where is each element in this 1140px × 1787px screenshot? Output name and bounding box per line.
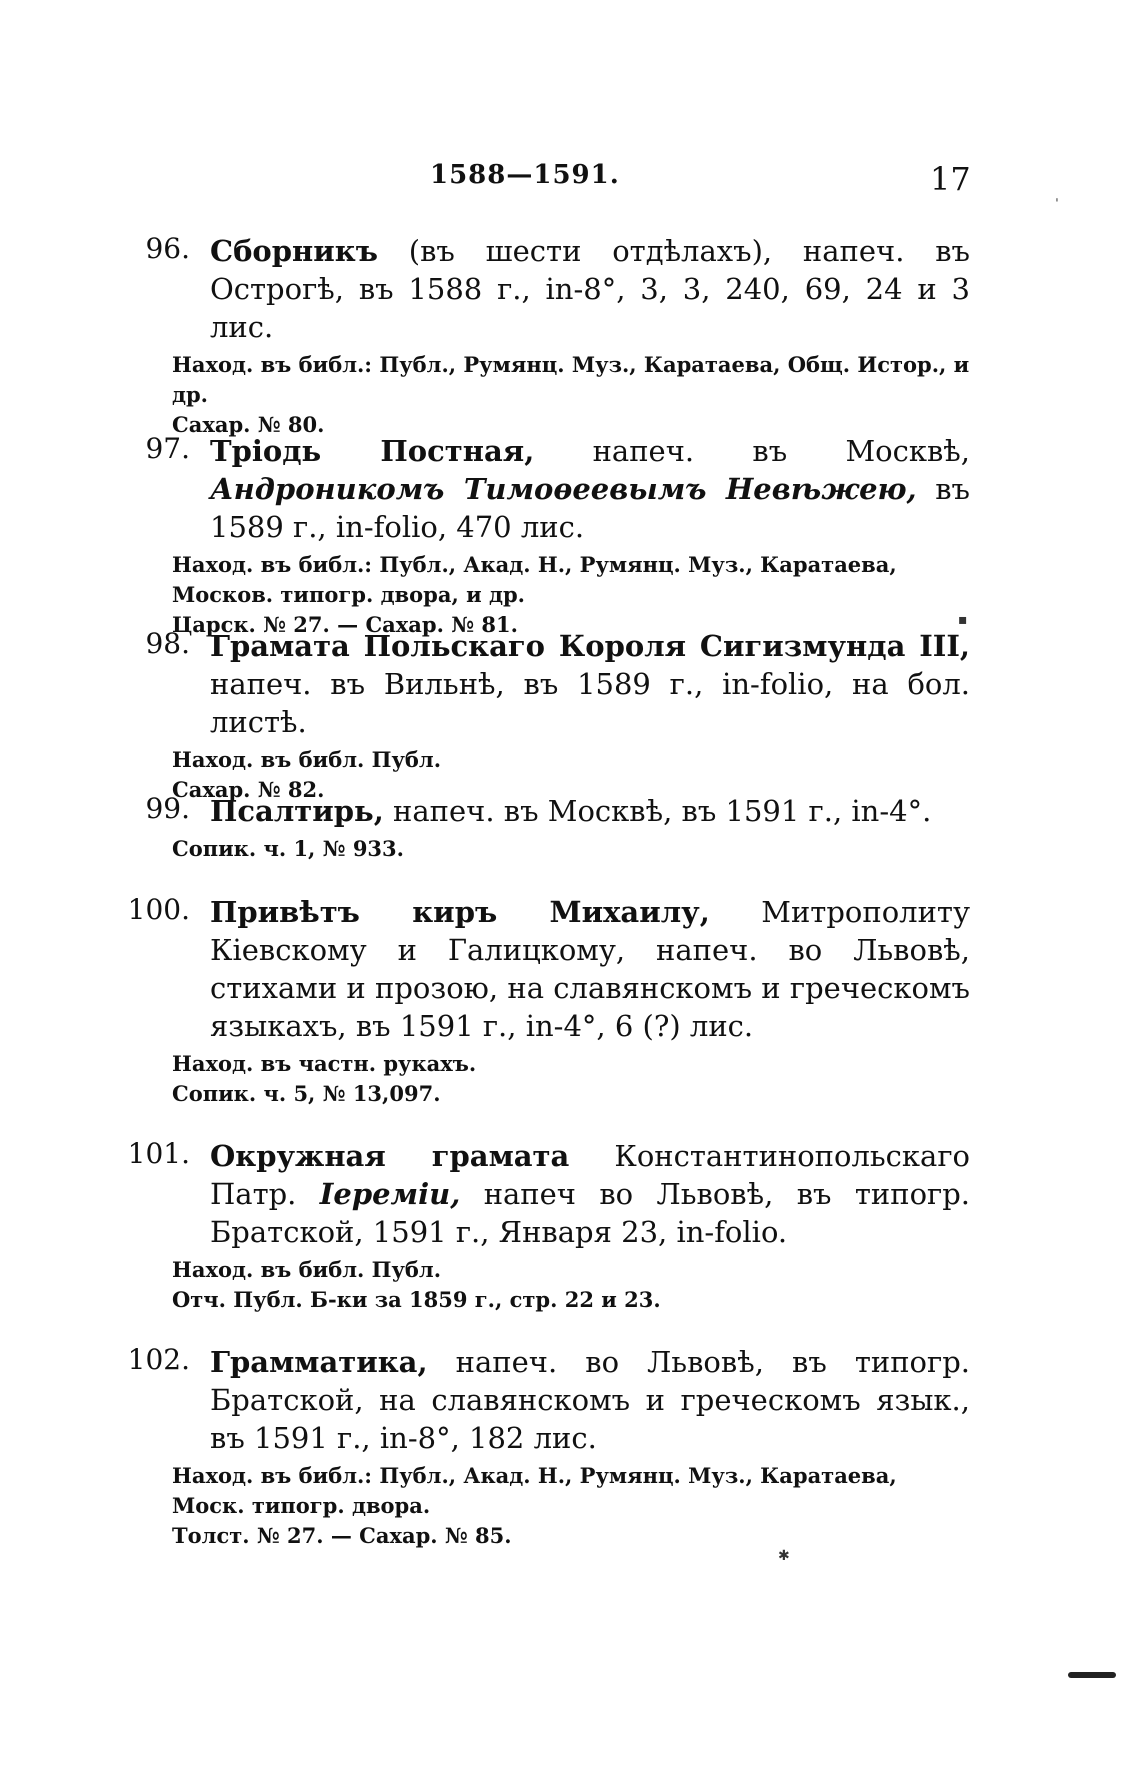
entry-text: напеч. въ Москвѣ, [534, 434, 970, 468]
entry-text-2: въ 1589 г., in-folio, 470 лис. [210, 472, 970, 544]
entry-97 [120, 432, 970, 640]
entry-reference: Сопик. ч. 5, № 13,097. [172, 1081, 441, 1106]
entry-reference: Сахар. № 82. [172, 777, 325, 802]
entry-text-2: напеч во Львовѣ, въ типогр. Братской, 1591 г., Января 23, in-folio. [210, 1177, 970, 1249]
entry-text: (въ шести отдѣлахъ), напеч. въ Острогѣ, въ 1588 г., in-8°, 3, 3, 240, 69, 24 и 3 лис. [210, 234, 970, 344]
entry-reference: Сахар. № 80. [172, 412, 325, 437]
entry-body [210, 792, 970, 830]
entry-text: напеч. въ Москвѣ, въ 1591 г., in-4°. [383, 794, 932, 828]
entry-title: Грамата Польскаго Короля Сигизмунда III, [210, 629, 970, 663]
entry-title: Привѣтъ киръ Михаилу, [210, 895, 710, 929]
entry-99 [120, 792, 970, 864]
entry-body [210, 1137, 970, 1251]
entry-102 [120, 1343, 970, 1551]
entry-number: 99. [145, 792, 190, 825]
entry-location: Наход. въ библ.: Публ., Акад. Н., Румянц. Муз., Каратаева, Моск. типогр. двора. [172, 1463, 897, 1518]
entry-location: Наход. въ библ.: Публ., Румянц. Муз., Каратаева, Общ. Истор., и др. [172, 352, 970, 407]
entry-number: 98. [145, 627, 190, 660]
entry-number: 101. [127, 1137, 190, 1170]
entry-text: Митрополиту Кіевскому и Галицкому, напеч. во Львовѣ, стихами и прозою, на славянскомъ и греческомъ языкахъ, въ 1591 г., in-4°, 6 (?) лис. [210, 895, 971, 1043]
entry-101 [120, 1137, 970, 1315]
page-header [0, 160, 1140, 204]
page-number: 17 [930, 160, 971, 198]
entry-body [210, 627, 970, 741]
entry-location: Наход. въ библ. Публ. [172, 747, 442, 772]
entry-96 [120, 232, 970, 440]
entry-body [210, 232, 970, 346]
entry-title: Сборникъ [210, 234, 378, 268]
running-head: 1588—1591. [430, 160, 620, 190]
entry-reference: Толст. № 27. — Сахар. № 85. [172, 1523, 512, 1548]
entry-title: Тріодь Постная, [210, 434, 535, 468]
entry-location: Наход. въ частн. рукахъ. [172, 1051, 477, 1076]
entry-number: 96. [145, 232, 190, 265]
entry-title: Окружная грамата [210, 1139, 570, 1173]
entry-title: Псалтирь, [210, 794, 384, 828]
entry-text: Константинопольскаго Патр. [210, 1139, 970, 1211]
entry-location: Наход. въ библ. Публ. [172, 1257, 442, 1282]
entry-body [210, 432, 970, 546]
entry-100 [120, 893, 970, 1109]
scan-mark [1068, 1672, 1116, 1678]
entry-title: Грамматика, [210, 1345, 428, 1379]
entry-number: 102. [127, 1343, 190, 1376]
entry-printer: Андроникомъ Тимоѳеевымъ Невѣжею, [210, 472, 917, 506]
scan-speck: ✱ [778, 1548, 790, 1564]
entry-text: напеч. въ Вильнѣ, въ 1589 г., in-folio, на бол. листѣ. [210, 667, 970, 739]
entry-number: 100. [127, 893, 190, 926]
entry-body [210, 893, 970, 1045]
entry-reference: Отч. Публ. Б-ки за 1859 г., стр. 22 и 23. [172, 1287, 661, 1312]
entry-body [210, 1343, 970, 1457]
entry-reference: Царск. № 27. — Сахар. № 81. [172, 612, 518, 637]
entry-author: Іереміи, [319, 1177, 461, 1211]
scan-speck: ˈ [1055, 197, 1059, 213]
entry-98 [120, 627, 970, 805]
entry-reference: Сопик. ч. 1, № 933. [172, 836, 404, 861]
entry-number: 97. [145, 432, 190, 465]
entry-text: напеч. во Львовѣ, въ типогр. Братской, на славянскомъ и греческомъ язык., въ 1591 г., in-8°, 182 лис. [210, 1345, 970, 1455]
entry-location: Наход. въ библ.: Публ., Акад. Н., Румянц. Муз., Каратаева, Москов. типогр. двора, и др. [172, 552, 897, 607]
scan-speck: ▪ [958, 612, 968, 628]
